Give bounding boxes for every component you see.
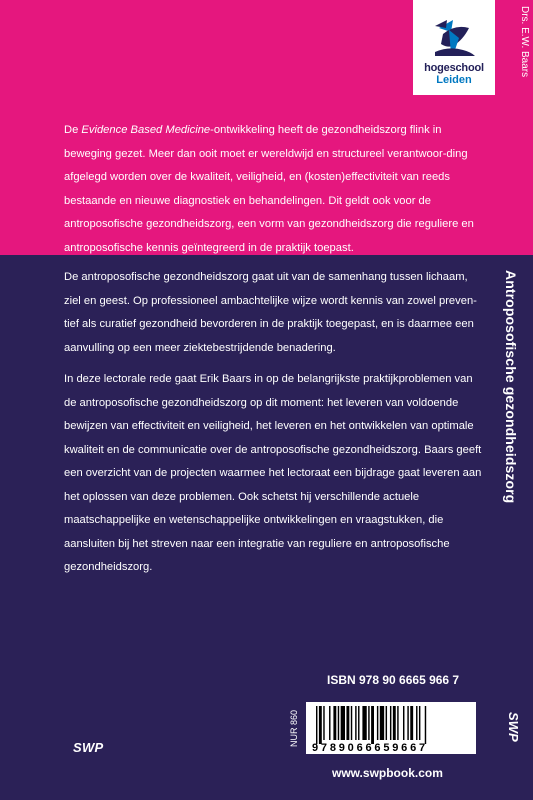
author-spine [519,6,529,106]
barcode-bar [351,706,352,740]
swp-logo-back: SWP [73,740,104,755]
barcode-bar [371,706,374,744]
logo-line-leiden: Leiden [436,74,472,86]
barcode-bar [425,706,426,744]
author-name: Drs. E.W. Baars [519,6,530,78]
barcode-bar [355,706,356,740]
barcode-digits: 9789066659667 [312,742,428,754]
barcode-bar [390,706,391,740]
paragraph-approach: De antroposofische gezondheidszorg gaat uit van de samenhang tussen lichaam, ziel en geest. Op professioneel ambachtelijke wijze wordt kennis van zowel preven-tief als curatief gezondheid bevorderen in de praktijk toegepast, en is daarmee een aanvulling op een meer ziektebestrijdende benadering. [64,271,477,354]
spine-title [503,270,527,504]
paragraph-intro: De Evidence Based Medicine-ontwikkeling heeft de gezondheidszorg flink in beweging gezet. Meer dan ooit moet er wereldwijd en structureel verantwoor-ding afgelegd worden over de kwaliteit, veiligheid, en (kosten)effectiviteit van reeds bestaande en nieuwe diagnostiek en behandelingen. Dit geldt ook voor de antroposofische gezondheidszorg, een vorm van gezondheidszorg die reguliere en antroposofische kennis geïntegreerd in de praktijk toepast. [64,124,474,254]
paragraph-lecture: In deze lectorale rede gaat Erik Baars in op de belangrijkste praktijkproblemen van de antroposofische gezondheidszorg op dit moment: het leveren van voldoende bewijzen van effectiviteit en veiligheid, het leveren en het ontwikkelen van optimale kwaliteit en de communicatie over de antroposofische gezondheidszorg. Baars geeft een overzicht van de projecten waarmee het lectoraat een bijdrage gaat leveren aan het oplossen van deze problemen. Ook schetst hij verschillende actuele maatschappelijke en wetenschappelijke ontwikkelingen en vraagstukken, die aansluiten bij het streven naar een integratie van reguliere en antroposofische gezondheidszorg. [64,373,482,573]
barcode-bar [319,706,322,744]
barcode-bar [316,706,317,744]
barcode-bar [346,706,349,740]
barcode-bar [329,706,330,740]
swp-logo-spine: SWP [506,712,521,742]
barcode-bar [386,706,387,740]
barcode-bar [338,706,339,740]
isbn-number: ISBN 978 90 6665 966 7 [327,673,460,687]
barcode-bar [416,706,417,740]
evidence-based-medicine-term: Evidence Based Medicine [81,124,211,136]
barcode-bar [358,706,359,740]
barcode-bar [410,706,413,740]
barcode-bar [377,706,378,740]
barcode-bar [403,706,404,740]
barcode-bar [368,706,369,740]
barcode-bar [341,706,345,740]
barcode-bar [397,706,398,740]
barcode-bar [407,706,408,740]
barcode-bar [323,706,324,740]
hogeschool-leiden-logo [413,0,495,95]
logo-line-hogeschool: hogeschool [424,62,484,74]
barcode-bar [333,706,336,740]
barcode-bar [393,706,396,740]
hogeschool-leiden-ship-icon [429,10,479,60]
nur-code: NUR 860 [289,710,299,748]
barcode-bar [362,706,366,740]
publisher-url[interactable]: www.swpbook.com [332,766,443,780]
barcode-bar [419,706,420,740]
barcode [306,702,476,754]
spine-title-text: Antroposofische gezondheidszorg [503,270,519,504]
barcode-bar [380,706,384,740]
